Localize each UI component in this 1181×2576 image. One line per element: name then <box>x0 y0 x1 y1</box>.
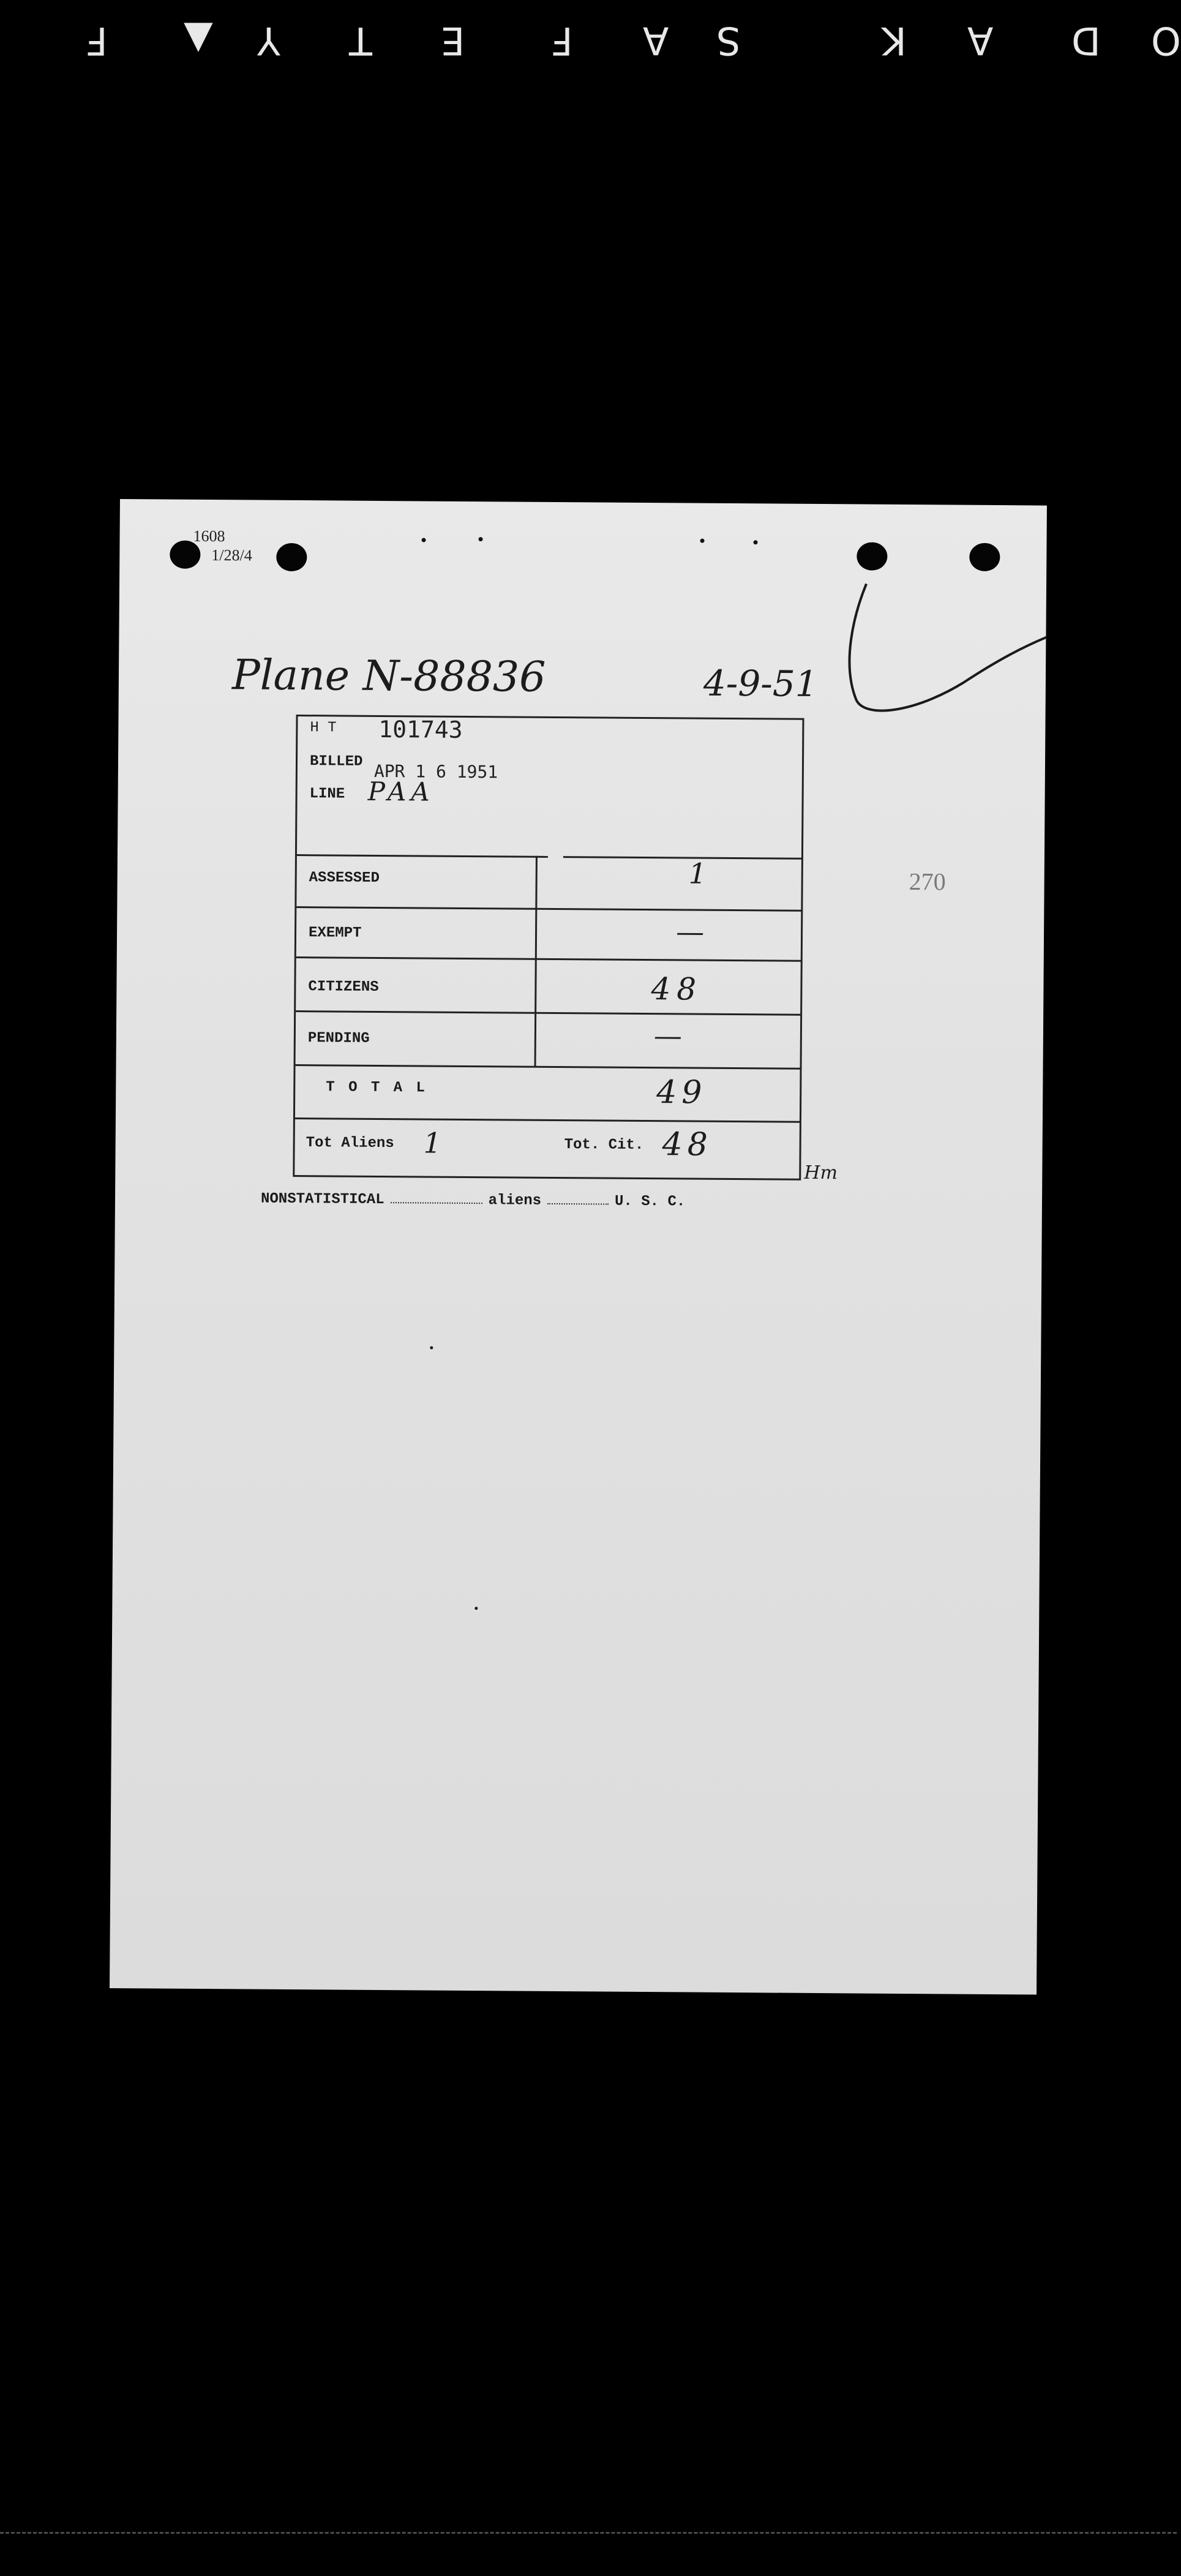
ht-label: H T <box>310 719 337 737</box>
usc-label: U. S. C. <box>614 1193 686 1211</box>
pending-label: PENDING <box>307 1030 370 1047</box>
film-letter: O <box>1151 18 1181 63</box>
row-divider <box>296 956 801 962</box>
billed-date: APR 1 6 1951 <box>373 760 498 783</box>
pending-value: — <box>653 1019 683 1053</box>
blank-line <box>391 1196 482 1204</box>
tot-cit-label: Tot. Cit. <box>564 1136 644 1154</box>
punch-hole <box>276 543 307 571</box>
assessed-value: 1 <box>688 857 707 890</box>
speck <box>430 1346 433 1350</box>
row-divider <box>296 1010 801 1016</box>
speck <box>422 538 426 542</box>
film-letter: A <box>967 18 994 63</box>
exempt-value: — <box>675 915 705 948</box>
tot-cit-value: 48 <box>662 1126 713 1163</box>
billed-label: BILLED <box>309 753 363 770</box>
citizens-label: CITIZENS <box>308 978 379 996</box>
pen-stroke <box>841 577 1050 726</box>
tot-aliens-label: Tot Aliens <box>306 1135 394 1152</box>
speck <box>700 539 705 543</box>
film-letter: F <box>551 18 573 63</box>
row-divider <box>296 906 801 912</box>
film-letter: S <box>716 18 741 63</box>
speck <box>754 540 758 544</box>
total-value: 49 <box>656 1074 707 1111</box>
initials: Hm <box>804 1162 838 1184</box>
total-label: T O T A L <box>326 1079 428 1097</box>
stamp-number: 270 <box>909 868 946 896</box>
line-label: LINE <box>309 786 345 803</box>
line-value: PAA <box>367 776 435 807</box>
footer-line <box>261 1191 685 1211</box>
corner-number: 1608 <box>193 527 225 546</box>
document-page <box>110 499 1047 1995</box>
column-divider <box>534 856 538 1067</box>
speck <box>474 1607 478 1610</box>
plane-number: Plane N-88836 <box>231 651 546 702</box>
divider <box>563 856 802 860</box>
passenger-tally-form <box>293 715 804 1181</box>
row-divider <box>296 1064 801 1070</box>
ht-value: 101743 <box>378 715 463 743</box>
film-letter: A <box>643 18 669 63</box>
film-letter: ▲ <box>184 18 213 63</box>
blank-line <box>547 1197 609 1205</box>
nonstatistical-label: NONSTATISTICAL <box>260 1190 384 1209</box>
punch-hole <box>857 542 887 570</box>
assessed-label: ASSESSED <box>309 869 380 887</box>
film-letter: K <box>882 18 907 63</box>
punch-hole <box>969 543 1000 571</box>
film-letter: D <box>1071 18 1101 63</box>
film-edge-lettering <box>0 18 1181 73</box>
corner-date: 1/28/4 <box>211 546 252 565</box>
citizens-value: 48 <box>651 971 703 1007</box>
film-letter: T <box>349 18 372 63</box>
speck <box>479 537 483 541</box>
row-divider <box>295 1117 800 1123</box>
exempt-label: EXEMPT <box>308 925 362 942</box>
film-bottom-edge <box>0 2532 1177 2542</box>
divider <box>297 854 548 858</box>
tot-aliens-value: 1 <box>423 1126 442 1160</box>
handwritten-date: 4-9-51 <box>703 662 818 705</box>
film-letter: Y <box>257 18 280 63</box>
film-letter: F <box>86 18 108 63</box>
film-letter: E <box>441 18 465 63</box>
aliens-label: aliens <box>488 1192 542 1209</box>
